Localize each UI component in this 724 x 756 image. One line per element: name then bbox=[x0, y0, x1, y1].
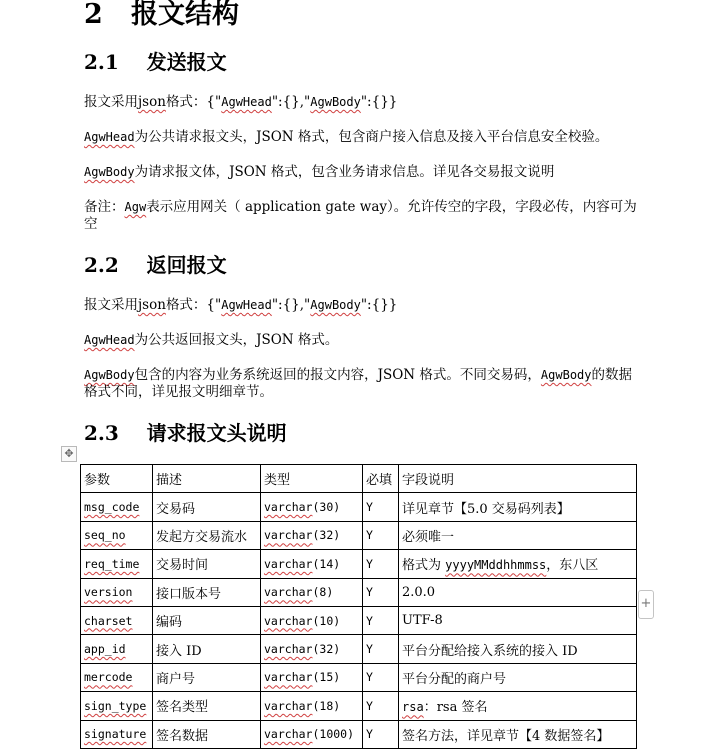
cell-required: Y bbox=[363, 663, 399, 691]
cell-required: Y bbox=[363, 578, 399, 606]
header-note: 字段说明 bbox=[399, 465, 637, 493]
section-number: 2.1 bbox=[84, 50, 119, 74]
cell-note: rsa：rsa 签名 bbox=[399, 692, 637, 720]
paragraph-send-body: AgwBody为请求报文体，JSON 格式，包含业务请求信息。详见各交易报文说明 bbox=[84, 164, 555, 180]
section-title: 发送报文 bbox=[146, 50, 227, 74]
cell-param: req_time bbox=[81, 550, 153, 578]
cell-note: UTF-8 bbox=[399, 606, 637, 634]
cell-note: 签名方法，详见章节【4 数据签名】 bbox=[399, 720, 637, 748]
cell-desc: 编码 bbox=[153, 606, 261, 634]
cell-required: Y bbox=[363, 550, 399, 578]
header-type: 类型 bbox=[261, 465, 363, 493]
cell-desc: 商户号 bbox=[153, 663, 261, 691]
header-desc: 描述 bbox=[153, 465, 261, 493]
cell-note: 平台分配给接入系统的接入 ID bbox=[399, 635, 637, 663]
cell-note: 2.0.0 bbox=[399, 578, 637, 606]
cell-param: sign_type bbox=[81, 692, 153, 720]
paragraph-return-body: AgwBody包含的内容为业务系统返回的报文内容，JSON 格式。不同交易码，AgwBody的数据格式不同，详见报文明细章节。 bbox=[84, 367, 632, 400]
cell-param: signature bbox=[81, 720, 153, 748]
add-column-icon[interactable]: + bbox=[638, 590, 654, 619]
cell-desc: 交易码 bbox=[153, 493, 261, 521]
table-move-icon[interactable]: ✥ bbox=[61, 446, 77, 462]
section-number: 2.2 bbox=[84, 253, 119, 277]
paragraph-return-head: AgwHead为公共返回报文头，JSON 格式。 bbox=[84, 332, 339, 348]
cell-param: charset bbox=[81, 606, 153, 634]
section-heading-2-3 bbox=[84, 421, 287, 445]
cell-param: seq_no bbox=[81, 521, 153, 549]
table-row bbox=[81, 720, 637, 748]
cell-note: 详见章节【5.0 交易码列表】 bbox=[399, 493, 637, 521]
cell-type: varchar(32) bbox=[261, 635, 363, 663]
cell-type: varchar(14) bbox=[261, 550, 363, 578]
chapter-heading bbox=[84, 0, 239, 30]
cell-type: varchar(30) bbox=[261, 493, 363, 521]
cell-type: varchar(8) bbox=[261, 578, 363, 606]
section-heading-2-2 bbox=[84, 253, 227, 277]
table-row bbox=[81, 635, 637, 663]
cell-param: mercode bbox=[81, 663, 153, 691]
section-number: 2.3 bbox=[84, 421, 119, 445]
cell-required: Y bbox=[363, 606, 399, 634]
cell-type: varchar(32) bbox=[261, 521, 363, 549]
cell-desc: 交易时间 bbox=[153, 550, 261, 578]
cell-note: 平台分配的商户号 bbox=[399, 663, 637, 691]
cell-note: 必须唯一 bbox=[399, 521, 637, 549]
section-title: 返回报文 bbox=[146, 253, 227, 277]
cell-required: Y bbox=[363, 493, 399, 521]
table-row bbox=[81, 578, 637, 606]
cell-param: version bbox=[81, 578, 153, 606]
cell-param: app_id bbox=[81, 635, 153, 663]
table-row bbox=[81, 521, 637, 549]
cell-required: Y bbox=[363, 635, 399, 663]
table-row bbox=[81, 606, 637, 634]
table-row bbox=[81, 493, 637, 521]
chapter-number: 2 bbox=[84, 0, 103, 30]
cell-desc: 接入 ID bbox=[153, 635, 261, 663]
section-title: 请求报文头说明 bbox=[146, 421, 287, 445]
cell-required: Y bbox=[363, 521, 399, 549]
paragraph-send-head: AgwHead为公共请求报文头，JSON 格式，包含商户接入信息及接入平台信息安全校验。 bbox=[84, 129, 609, 145]
cell-required: Y bbox=[363, 720, 399, 748]
cell-param: msg_code bbox=[81, 493, 153, 521]
cell-desc: 签名数据 bbox=[153, 720, 261, 748]
cell-note: 格式为 yyyyMMddhhmmss，东八区 bbox=[399, 550, 637, 578]
cell-type: varchar(1000) bbox=[261, 720, 363, 748]
header-param: 参数 bbox=[81, 465, 153, 493]
paragraph-send-format: 报文采用json格式：{"AgwHead":{},"AgwBody":{}} bbox=[84, 94, 398, 110]
chapter-title: 报文结构 bbox=[131, 0, 239, 30]
cell-type: varchar(10) bbox=[261, 606, 363, 634]
cell-desc: 发起方交易流水 bbox=[153, 521, 261, 549]
cell-type: varchar(15) bbox=[261, 663, 363, 691]
table-row bbox=[81, 692, 637, 720]
cell-required: Y bbox=[363, 692, 399, 720]
table-row bbox=[81, 663, 637, 691]
cell-type: varchar(18) bbox=[261, 692, 363, 720]
cell-desc: 签名类型 bbox=[153, 692, 261, 720]
request-header-table bbox=[80, 464, 637, 749]
table-row bbox=[81, 550, 637, 578]
paragraph-send-note: 备注：Agw表示应用网关（ application gate way）。允许传空的字段，字段必传，内容可为空 bbox=[84, 199, 637, 232]
section-heading-2-1 bbox=[84, 50, 227, 74]
cell-desc: 接口版本号 bbox=[153, 578, 261, 606]
header-required: 必填 bbox=[363, 465, 399, 493]
paragraph-return-format: 报文采用json格式：{"AgwHead":{},"AgwBody":{}} bbox=[84, 297, 398, 313]
table-header-row bbox=[81, 465, 637, 493]
